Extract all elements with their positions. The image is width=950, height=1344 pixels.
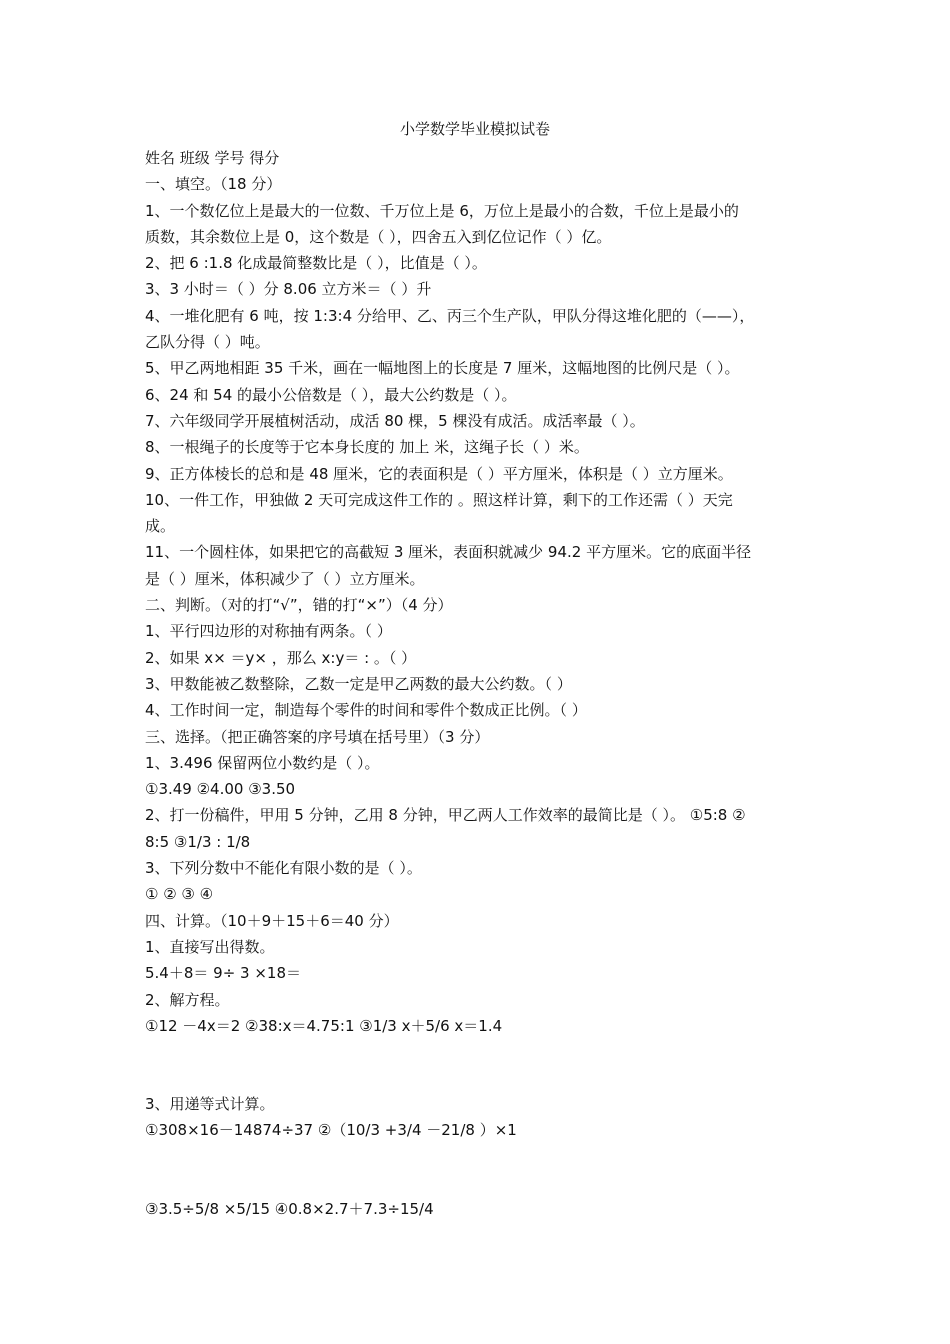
text-line: 7、六年级同学开展植树活动，成活 80 棵，5 棵没有成活。成活率最（ ）。 (145, 411, 645, 430)
text-line: 质数，其余数位上是 0，这个数是（ ），四舍五入到亿位记作（ ）亿。 (145, 227, 612, 246)
text-line: 1、平行四边形的对称抽有两条。（ ） (145, 622, 392, 641)
text-line: 1、3.496 保留两位小数约是（ ）。 (145, 753, 380, 772)
student-info-line: 姓名 班级 学号 得分 (145, 149, 280, 167)
section-heading-fill: 一、填空。（18 分） (145, 175, 282, 194)
text-line: 1、一个数亿位上是最大的一位数、千万位上是 6，万位上是最小的合数，千位上是最小的 (145, 201, 739, 220)
text-line: 4、一堆化肥有 6 吨，按 1:3:4 分给甲、乙、丙三个生产队，甲队分得这堆化肥的（——）， (145, 306, 755, 325)
text-line: ①12 －4x＝2 ②38:x＝4.75:1 ③1/3 x＋5/6 x＝1.4 (145, 1016, 503, 1035)
text-line: 2、打一份稿件，甲用 5 分钟，乙用 8 分钟，甲乙两人工作效率的最简比是（ ）。 ①5:8 ② (145, 806, 746, 825)
text-line: 是（ ）厘米，体积减少了（ ）立方厘米。 (145, 569, 425, 588)
page-title: 小学数学毕业模拟试卷 (399, 120, 550, 138)
text-line: 2、解方程。 (145, 990, 230, 1009)
text-line: 10、一件工作，甲独做 2 天可完成这件工作的 。照这样计算，剩下的工作还需（ ）天完 (145, 490, 733, 509)
answer-space (145, 1039, 810, 1091)
text-line: 5、甲乙两地相距 35 千米，画在一幅地图上的长度是 7 厘米，这幅地图的比例尺是（ ）。 (145, 359, 740, 378)
text-line: 4、工作时间一定，制造每个零件的时间和零件个数成正比例。（ ） (145, 701, 587, 720)
text-line: 5.4＋8＝ 9÷ 3 ×18＝ (145, 964, 302, 983)
text-line: ① ② ③ ④ (145, 885, 214, 904)
text-line: 3、甲数能被乙数整除，乙数一定是甲乙两数的最大公约数。（ ） (145, 674, 572, 693)
text-line: 9、正方体棱长的总和是 48 厘米，它的表面积是（ ）平方厘米，体积是（ ）立方厘米。 (145, 464, 733, 483)
exam-body (145, 145, 810, 1222)
text-line: 1、直接写出得数。 (145, 937, 275, 956)
answer-space (145, 1144, 810, 1196)
text-line: ①308×16－14874÷37 ②（10/3 +3/4 －21/8 ）×1 (145, 1121, 517, 1140)
text-line: 11、一个圆柱体，如果把它的高截短 3 厘米，表面积就减少 94.2 平方厘米。它的底面半径 (145, 543, 752, 562)
text-line: ③3.5÷5/8 ×5/15 ④0.8×2.7＋7.3÷15/4 (145, 1199, 434, 1218)
section-heading-calc: 四、计算。（10＋9＋15＋6＝40 分） (145, 911, 399, 930)
text-line: 3、用递等式计算。 (145, 1095, 275, 1114)
text-line: 2、把 6 :1.8 化成最简整数比是（ ），比值是（ ）。 (145, 254, 487, 273)
text-line: 2、如果 x× ＝y× ，那么 x:y＝ : 。（ ） (145, 648, 417, 667)
text-line: 乙队分得（ ）吨。 (145, 333, 270, 352)
text-line: 3、下列分数中不能化有限小数的是（ ）。 (145, 859, 422, 878)
section-heading-judge: 二、判断。（对的打“√”，错的打“×”）（4 分） (145, 596, 453, 615)
text-line: 3、3 小时＝（ ）分 8.06 立方米＝（ ）升 (145, 280, 432, 299)
text-line: ①3.49 ②4.00 ③3.50 (145, 780, 296, 799)
text-line: 8、一根绳子的长度等于它本身长度的 加上 米，这绳子长（ ）米。 (145, 438, 589, 457)
text-line: 成。 (145, 517, 176, 536)
section-heading-choice: 三、选择。（把正确答案的序号填在括号里）（3 分） (145, 727, 490, 746)
text-line: 6、24 和 54 的最小公倍数是（ ），最大公约数是（ ）。 (145, 385, 517, 404)
text-line: 8:5 ③1/3 : 1/8 (145, 832, 251, 851)
